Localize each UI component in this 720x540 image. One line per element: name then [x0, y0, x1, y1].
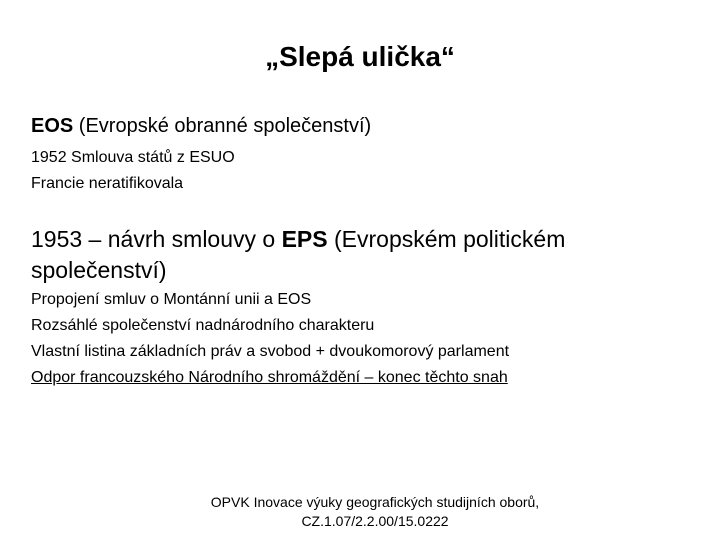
eps-heading-text: (Evropském politickém společenství) [31, 226, 566, 283]
eps-item-1: Propojení smluv o Montánní unii a EOS [31, 291, 312, 308]
eos-item-1: 1952 Smlouva států z ESUO [31, 149, 235, 166]
eps-item-4: Odpor francouzského Národního shromáždění – konec těchto snah [31, 369, 508, 386]
eps-item-2: Rozsáhlé společenství nadnárodního charakteru [31, 317, 375, 334]
eps-section [31, 224, 671, 391]
footer-line-2: CZ.1.07/2.2.00/15.0222 [301, 513, 449, 529]
eos-item-2: Francie neratifikovala [31, 175, 184, 192]
eps-acronym: EPS [281, 226, 328, 252]
footer [190, 493, 560, 531]
eps-item-3: Vlastní listina základních práv a svobod + dvoukomorový parlament [31, 343, 510, 360]
eos-heading [31, 113, 371, 139]
eos-section [31, 113, 371, 197]
footer-line-1: OPVK Inovace výuky geografických studijních oborů, [210, 494, 540, 510]
eps-heading [31, 224, 671, 286]
eps-heading-prefix: 1953 – návrh smlouvy o [31, 226, 282, 252]
slide-title: „Slepá ulička“ [265, 41, 455, 72]
eos-heading-text: (Evropské obranné společenství) [73, 115, 372, 137]
eos-acronym: EOS [31, 115, 74, 137]
